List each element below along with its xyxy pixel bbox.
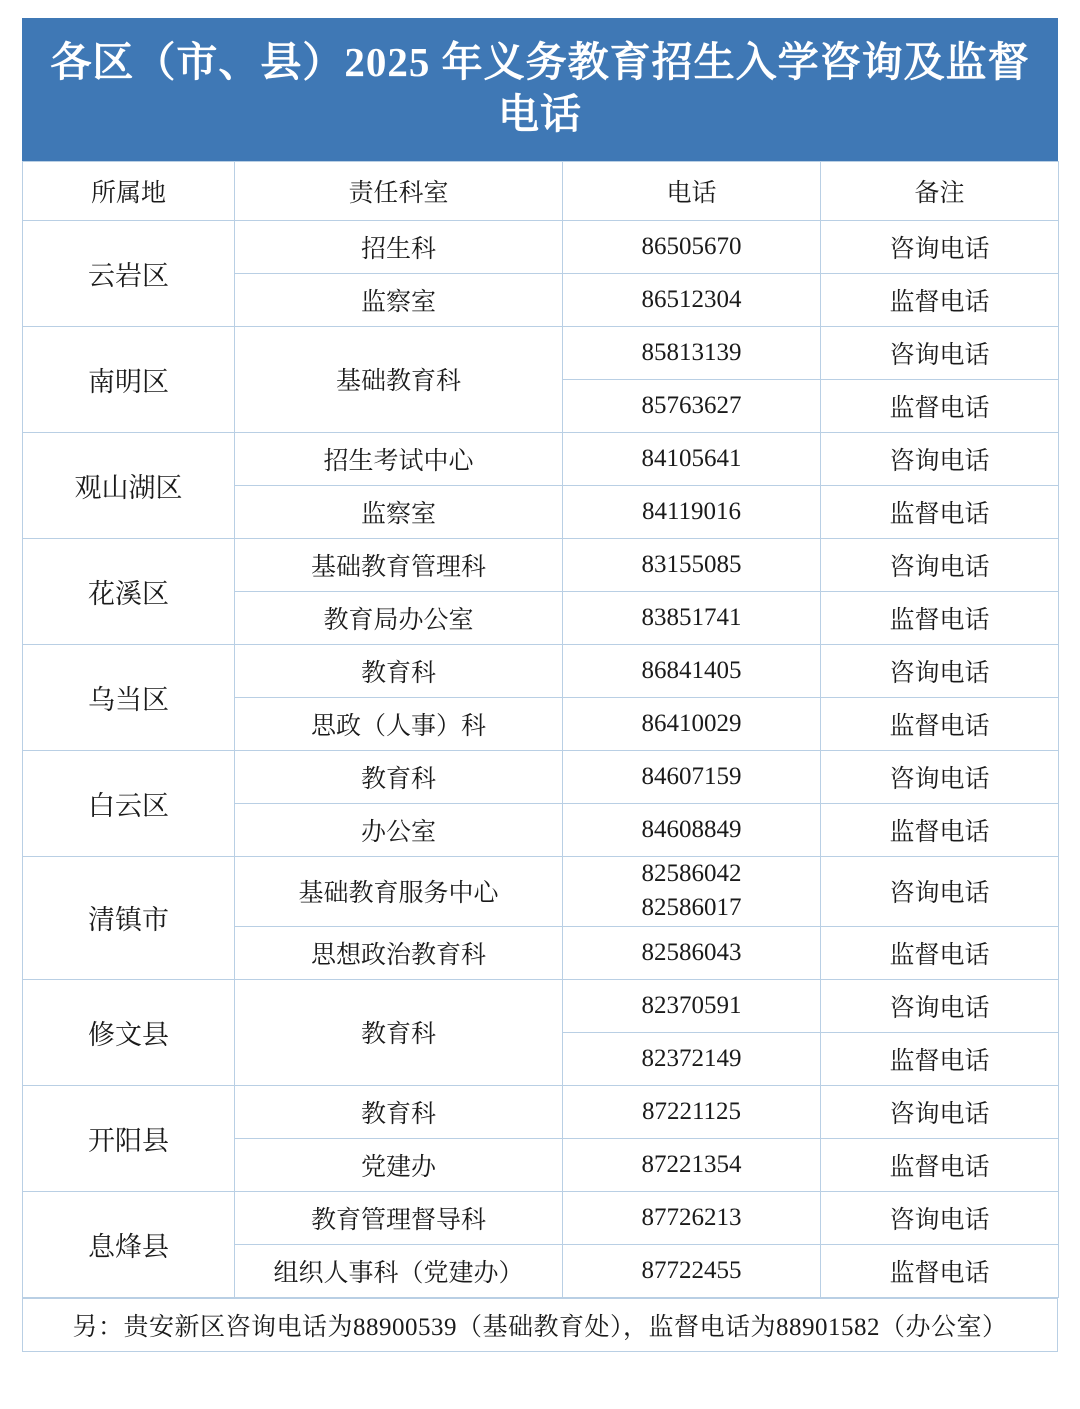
cell-department: 基础教育科: [235, 326, 563, 432]
cell-area: 开阳县: [23, 1085, 235, 1191]
cell-phone: 87221125: [563, 1085, 821, 1138]
cell-phone: 86512304: [563, 273, 821, 326]
cell-note: 咨询电话: [821, 1191, 1059, 1244]
cell-note: 监督电话: [821, 485, 1059, 538]
cell-department: 教育科: [235, 1085, 563, 1138]
cell-note: 监督电话: [821, 926, 1059, 979]
column-header-area: 所属地: [23, 161, 235, 220]
cell-phone: 86410029: [563, 697, 821, 750]
cell-note: 监督电话: [821, 697, 1059, 750]
cell-phone: 85763627: [563, 379, 821, 432]
column-header-phone: 电话: [563, 161, 821, 220]
cell-department: 教育科: [235, 750, 563, 803]
cell-phone: 84608849: [563, 803, 821, 856]
cell-department: 招生科: [235, 220, 563, 273]
cell-phone: 84607159: [563, 750, 821, 803]
cell-note: 咨询电话: [821, 644, 1059, 697]
cell-department: 教育局办公室: [235, 591, 563, 644]
table-row: [23, 979, 1059, 1032]
cell-phone: 82372149: [563, 1032, 821, 1085]
cell-note: 咨询电话: [821, 220, 1059, 273]
cell-note: 咨询电话: [821, 432, 1059, 485]
cell-note: 监督电话: [821, 1138, 1059, 1191]
cell-note: 监督电话: [821, 591, 1059, 644]
cell-note: 咨询电话: [821, 538, 1059, 591]
cell-area: 南明区: [23, 326, 235, 432]
cell-department: 思想政治教育科: [235, 926, 563, 979]
cell-phone: 87726213: [563, 1191, 821, 1244]
cell-note: 监督电话: [821, 803, 1059, 856]
cell-department: 基础教育管理科: [235, 538, 563, 591]
table-row: [23, 432, 1059, 485]
footnote-table: [22, 1298, 1058, 1352]
cell-area: 清镇市: [23, 856, 235, 979]
cell-department: 组织人事科（党建办）: [235, 1244, 563, 1297]
cell-department: 监察室: [235, 485, 563, 538]
cell-department: 监察室: [235, 273, 563, 326]
cell-department: 党建办: [235, 1138, 563, 1191]
cell-area: 白云区: [23, 750, 235, 856]
cell-phone: 82370591: [563, 979, 821, 1032]
cell-note: 监督电话: [821, 1244, 1059, 1297]
column-header-dept: 责任科室: [235, 161, 563, 220]
cell-department: 思政（人事）科: [235, 697, 563, 750]
cell-note: 监督电话: [821, 273, 1059, 326]
cell-phone: 86505670: [563, 220, 821, 273]
cell-note: 咨询电话: [821, 326, 1059, 379]
cell-area: 修文县: [23, 979, 235, 1085]
cell-phone: 85813139: [563, 326, 821, 379]
cell-area: 乌当区: [23, 644, 235, 750]
cell-department: 基础教育服务中心: [235, 856, 563, 926]
footnote-row: [23, 1298, 1058, 1351]
cell-phone: 83851741: [563, 591, 821, 644]
cell-note: 监督电话: [821, 1032, 1059, 1085]
cell-phone: 82586043: [563, 926, 821, 979]
cell-note: 咨询电话: [821, 856, 1059, 926]
table-body: [23, 220, 1059, 1297]
cell-phone: 87221354: [563, 1138, 821, 1191]
cell-department: 办公室: [235, 803, 563, 856]
table-row: [23, 220, 1059, 273]
cell-phone: 86841405: [563, 644, 821, 697]
table-row: [23, 326, 1059, 379]
table-row: [23, 856, 1059, 926]
cell-department: 招生考试中心: [235, 432, 563, 485]
cell-note: 咨询电话: [821, 979, 1059, 1032]
cell-note: 咨询电话: [821, 750, 1059, 803]
cell-note: 监督电话: [821, 379, 1059, 432]
table-row: [23, 1085, 1059, 1138]
cell-phone: 84105641: [563, 432, 821, 485]
cell-note: 咨询电话: [821, 1085, 1059, 1138]
table-row: [23, 1191, 1059, 1244]
cell-department: 教育管理督导科: [235, 1191, 563, 1244]
table-row: [23, 644, 1059, 697]
column-header-note: 备注: [821, 161, 1059, 220]
cell-department: 教育科: [235, 979, 563, 1085]
table-row: [23, 750, 1059, 803]
cell-phone: 83155085: [563, 538, 821, 591]
footnote-text: 另：贵安新区咨询电话为88900539（基础教育处），监督电话为88901582（办公室）: [23, 1298, 1058, 1351]
cell-area: 花溪区: [23, 538, 235, 644]
phone-number: 82586042: [641, 859, 742, 887]
cell-area: 云岩区: [23, 220, 235, 326]
phone-number: 82586017: [641, 894, 742, 922]
cell-area: 观山湖区: [23, 432, 235, 538]
cell-phone: [563, 856, 821, 926]
page-title: 各区（市、县）2025 年义务教育招生入学咨询及监督电话: [22, 18, 1058, 161]
contact-table: [22, 161, 1059, 1298]
cell-phone: 84119016: [563, 485, 821, 538]
cell-area: 息烽县: [23, 1191, 235, 1297]
cell-phone: 87722455: [563, 1244, 821, 1297]
table-header-row: [23, 161, 1059, 220]
cell-department: 教育科: [235, 644, 563, 697]
table-row: [23, 538, 1059, 591]
